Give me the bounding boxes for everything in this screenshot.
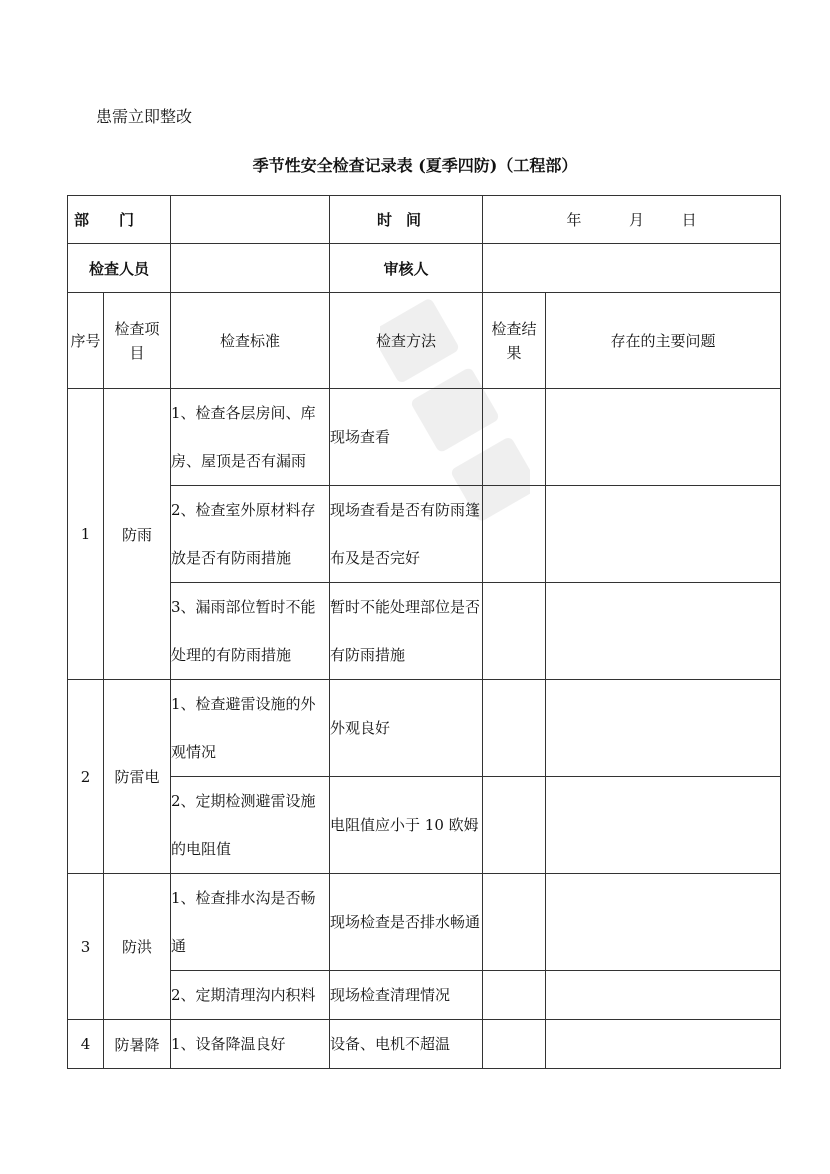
inspector-label: 检查人员 — [68, 244, 171, 293]
dept-label: 部门 — [74, 211, 165, 229]
issues-cell[interactable] — [546, 680, 781, 777]
row-method: 设备、电机不超温 — [330, 1020, 483, 1069]
issues-cell[interactable] — [546, 583, 781, 680]
issues-cell[interactable] — [546, 486, 781, 583]
table-row — [68, 486, 781, 583]
table-row — [68, 680, 781, 777]
row-seq: 4 — [68, 1020, 104, 1069]
date-day: 日 — [681, 211, 697, 229]
date-month: 月 — [629, 211, 645, 229]
document-title: 季节性安全检查记录表 (夏季四防)（工程部） — [252, 156, 578, 175]
table-row — [68, 971, 781, 1020]
row-standard: 1、检查避雷设施的外观情况 — [171, 680, 330, 777]
col-issues: 存在的主要问题 — [546, 293, 781, 389]
row-seq: 1 — [68, 389, 104, 680]
date-year: 年 — [566, 211, 582, 229]
header-row-dept-time — [68, 196, 781, 244]
inspection-table — [67, 195, 781, 1069]
row-seq: 3 — [68, 874, 104, 1020]
time-label-cell — [330, 196, 483, 244]
result-cell[interactable] — [483, 874, 546, 971]
column-header-row — [68, 293, 781, 389]
result-cell[interactable] — [483, 583, 546, 680]
table-row — [68, 777, 781, 874]
result-cell[interactable] — [483, 777, 546, 874]
col-method: 检查方法 — [330, 293, 483, 389]
result-cell[interactable] — [483, 680, 546, 777]
issues-cell[interactable] — [546, 389, 781, 486]
row-standard: 1、设备降温良好 — [171, 1020, 330, 1069]
issues-cell[interactable] — [546, 777, 781, 874]
row-method: 现场检查清理情况 — [330, 971, 483, 1020]
row-method: 暂时不能处理部位是否有防雨措施 — [330, 583, 483, 680]
previous-page-fragment: 患需立即整改 — [96, 107, 193, 126]
table-row — [68, 389, 781, 486]
row-standard: 2、定期检测避雷设施的电阻值 — [171, 777, 330, 874]
header-row-inspector-reviewer — [68, 244, 781, 293]
col-standard: 检查标准 — [171, 293, 330, 389]
table-row — [68, 874, 781, 971]
result-cell[interactable] — [483, 389, 546, 486]
row-item: 防雷电 — [104, 680, 171, 874]
row-method: 现场检查是否排水畅通 — [330, 874, 483, 971]
reviewer-label: 审核人 — [330, 244, 483, 293]
result-cell[interactable] — [483, 1020, 546, 1069]
col-result: 检查结果 — [483, 293, 546, 389]
inspector-input-cell[interactable] — [171, 244, 330, 293]
row-item: 防洪 — [104, 874, 171, 1020]
table-row — [68, 583, 781, 680]
table-row — [68, 1020, 781, 1069]
row-method: 电阻值应小于 10 欧姆 — [330, 777, 483, 874]
row-standard: 1、检查排水沟是否畅通 — [171, 874, 330, 971]
issues-cell[interactable] — [546, 874, 781, 971]
date-cell[interactable] — [483, 196, 781, 244]
row-method: 现场查看 — [330, 389, 483, 486]
result-cell[interactable] — [483, 486, 546, 583]
col-item: 检查项目 — [104, 293, 171, 389]
reviewer-input-cell[interactable] — [483, 244, 781, 293]
row-standard: 2、检查室外原材料存放是否有防雨措施 — [171, 486, 330, 583]
issues-cell[interactable] — [546, 1020, 781, 1069]
dept-label-cell — [68, 196, 171, 244]
row-seq: 2 — [68, 680, 104, 874]
row-item: 防雨 — [104, 389, 171, 680]
result-cell[interactable] — [483, 971, 546, 1020]
row-standard: 3、漏雨部位暂时不能处理的有防雨措施 — [171, 583, 330, 680]
time-label: 时间 — [377, 211, 436, 229]
row-method: 现场查看是否有防雨篷布及是否完好 — [330, 486, 483, 583]
row-method: 外观良好 — [330, 680, 483, 777]
row-standard: 1、检查各层房间、库房、屋顶是否有漏雨 — [171, 389, 330, 486]
dept-input-cell[interactable] — [171, 196, 330, 244]
issues-cell[interactable] — [546, 971, 781, 1020]
row-item: 防暑降 — [104, 1020, 171, 1069]
col-seq: 序号 — [68, 293, 104, 389]
row-standard: 2、定期清理沟内积料 — [171, 971, 330, 1020]
